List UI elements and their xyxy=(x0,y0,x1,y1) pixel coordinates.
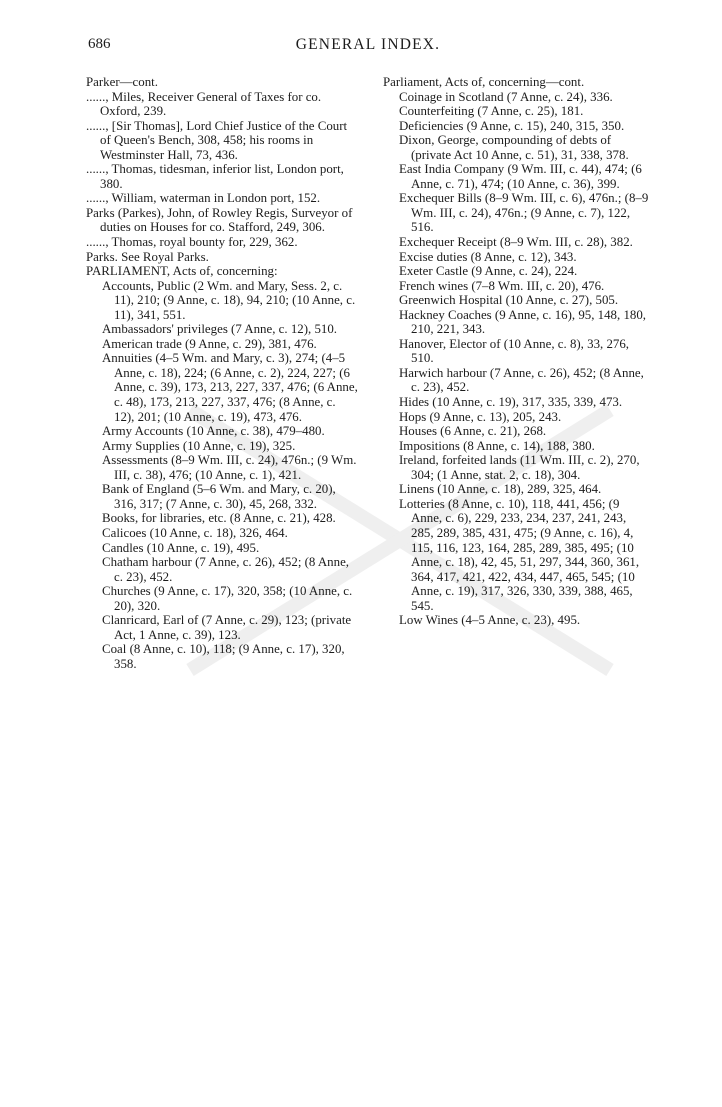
index-subentry: Exchequer Receipt (8–9 Wm. III, c. 28), 382. xyxy=(399,235,633,250)
index-subentry: Exchequer Bills (8–9 Wm. III, c. 6), 476n.; (8–9 Wm. III, c. 24), 476n.; (9 Anne, c. 7), 122, 516. xyxy=(399,191,649,235)
index-subentry: Chatham harbour (7 Anne, c. 26), 452; (8 Anne, c. 23), 452. xyxy=(102,555,350,584)
index-subentry: Dixon, George, compounding of debts of (private Act 10 Anne, c. 51), 31, 338, 378. xyxy=(399,133,629,162)
index-subentry: Ireland, forfeited lands (11 Wm. III, c. 2), 270, 304; (1 Anne, stat. 2, c. 18), 304. xyxy=(399,453,640,482)
index-subentry: Linens (10 Anne, c. 18), 289, 325, 464. xyxy=(399,482,602,497)
index-entry: Parliament, Acts of, concerning—cont. xyxy=(383,75,585,89)
page-header xyxy=(88,36,648,56)
index-subentry: Ambassadors' privileges (7 Anne, c. 12), 510. xyxy=(102,322,338,337)
index-subentry: Books, for libraries, etc. (8 Anne, c. 21), 428. xyxy=(102,511,336,526)
index-subentry: Impositions (8 Anne, c. 14), 188, 380. xyxy=(399,438,595,453)
index-entry: ......, Miles, Receiver General of Taxes for co. Oxford, 239. xyxy=(86,89,322,119)
index-subentry: Army Supplies (10 Anne, c. 19), 325. xyxy=(102,438,296,453)
index-subentry: Hanover, Elector of (10 Anne, c. 8), 33, 276, 510. xyxy=(399,336,630,366)
index-subentry: Churches (9 Anne, c. 17), 320, 358; (10 Anne, c. 20), 320. xyxy=(102,584,353,613)
index-entry: PARLIAMENT, Acts of, concerning: xyxy=(86,264,278,279)
index-entry: Parks (Parkes), John, of Rowley Regis, Surveyor of duties on Houses for co. Stafford, 249, 306. xyxy=(86,205,353,235)
index-subentry: French wines (7–8 Wm. III, c. 20), 476. xyxy=(399,278,605,293)
index-subentry: Coinage in Scotland (7 Anne, c. 24), 336. xyxy=(399,89,613,104)
index-entry: Parks. See Royal Parks. xyxy=(86,249,209,264)
index-subentry: Army Accounts (10 Anne, c. 38), 479–480. xyxy=(102,424,325,439)
index-subentry: Exeter Castle (9 Anne, c. 24), 224. xyxy=(399,264,578,279)
index-subentry: Calicoes (10 Anne, c. 18), 326, 464. xyxy=(102,525,288,540)
index-entry: ......, [Sir Thomas], Lord Chief Justice of the Court of Queen's Bench, 308, 458; his rooms in Westminster Hall, 73, 436. xyxy=(86,118,348,162)
index-subentry: Accounts, Public (2 Wm. and Mary, Sess. 2, c. 11), 210; (9 Anne, c. 18), 94, 210; (10 Anne, c. 11), 341, 551. xyxy=(102,278,356,322)
index-subentry: Low Wines (4–5 Anne, c. 23), 495. xyxy=(399,613,581,628)
index-subentry: Lotteries (8 Anne, c. 10), 118, 441, 456; (9 Anne, c. 6), 229, 233, 234, 237, 241, 243, 285, 289, 385, 431, 475; (9 Anne, c. 16), 4, 115, 116, 123, 164, 285, 289, 385, 495; (10 Anne, c. 18), 42, 45, 51, 297, 344, 360, 361, 364, 417, 421, 422, 434, 447, 465, 545; (10 Anne, c. 19), 317, 326, 330, 339, 388, 465, 545. xyxy=(399,496,640,613)
index-entry: Parker—cont. xyxy=(86,75,158,89)
index-subentry: Candles (10 Anne, c. 19), 495. xyxy=(102,540,260,555)
index-subentry: Greenwich Hospital (10 Anne, c. 27), 505. xyxy=(399,293,619,308)
index-subentry: Deficiencies (9 Anne, c. 15), 240, 315, 350. xyxy=(399,118,625,133)
running-title: GENERAL INDEX. xyxy=(295,36,441,53)
index-subentry: American trade (9 Anne, c. 29), 381, 476. xyxy=(102,336,317,351)
index-subentry: Hackney Coaches (9 Anne, c. 16), 95, 148, 180, 210, 221, 343. xyxy=(399,307,647,337)
index-subentry: Annuities (4–5 Wm. and Mary, c. 3), 274; (4–5 Anne, c. 18), 224; (6 Anne, c. 2), 224, 227; (6 Anne, c. 39), 173, 213, 227, 337, 476; (6 Anne, c. 48), 173, 213, 227, 337, 476; (8 Anne, c. 12), 201; (10 Anne, c. 19), 473, 476. xyxy=(102,351,358,424)
index-subentry: Excise duties (8 Anne, c. 12), 343. xyxy=(399,249,577,264)
index-entry: ......, Thomas, tidesman, inferior list, London port, 380. xyxy=(86,162,344,191)
index-subentry: Harwich harbour (7 Anne, c. 26), 452; (8 Anne, c. 23), 452. xyxy=(399,365,644,395)
index-entry: ......, William, waterman in London port, 152. xyxy=(86,191,321,206)
index-subentry: Coal (8 Anne, c. 10), 118; (9 Anne, c. 17), 320, 358. xyxy=(102,642,345,671)
page-number: 686 xyxy=(88,36,111,52)
index-subentry: Hides (10 Anne, c. 19), 317, 335, 339, 473. xyxy=(399,395,623,410)
index-subentry: Hops (9 Anne, c. 13), 205, 243. xyxy=(399,409,562,424)
index-entry: ......, Thomas, royal bounty for, 229, 362. xyxy=(86,235,298,250)
index-subentry: Houses (6 Anne, c. 21), 268. xyxy=(399,424,547,439)
index-column-left xyxy=(86,75,358,671)
index-subentry: Counterfeiting (7 Anne, c. 25), 181. xyxy=(399,104,584,119)
index-subentry: Assessments (8–9 Wm. III, c. 24), 476n.; (9 Wm. III, c. 38), 476; (10 Anne, c. 1), 421. xyxy=(102,453,357,482)
index-subentry: East India Company (9 Wm. III, c. 44), 474; (6 Anne, c. 71), 474; (10 Anne, c. 36), 399. xyxy=(399,162,642,191)
index-subentry: Clanricard, Earl of (7 Anne, c. 29), 123; (private Act, 1 Anne, c. 39), 123. xyxy=(102,613,352,642)
index-subentry: Bank of England (5–6 Wm. and Mary, c. 20), 316, 317; (7 Anne, c. 30), 45, 268, 332. xyxy=(102,482,336,511)
index-column-right xyxy=(383,75,651,628)
